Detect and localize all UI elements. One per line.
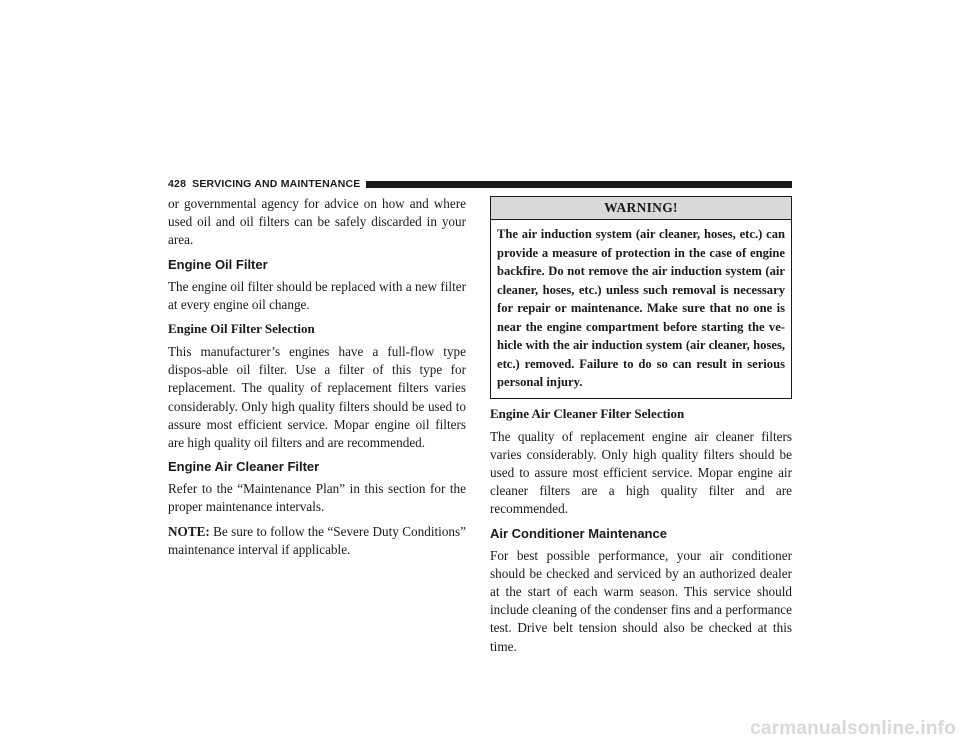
warning-text: The air induction system (air cleaner, hoses, etc.) can provide a measure of protection in the case of engine backfire. Do not remove the air induction system (air cleaner, hoses, etc.) unless such removal is necessary for repair or maintenance. Make sure that no one is near the engine compartment before starting the ve-hicle with the air induction system (air cleaner, hoses, etc.) removed. Failure to do so can result in serious personal injury. bbox=[497, 227, 785, 389]
intro-paragraph: or governmental agency for advice on how and where used oil and oil filters can be safely discarded in your area. bbox=[168, 196, 466, 248]
header-rule bbox=[366, 181, 792, 188]
note-text: Be sure to follow the “Severe Duty Conditions” maintenance interval if applicable. bbox=[168, 523, 466, 557]
warning-title: WARNING! bbox=[491, 197, 791, 220]
oil-filter-paragraph: The engine oil filter should be replaced with a new filter at every engine oil change. bbox=[168, 278, 466, 312]
ac-maintenance-heading: Air Conditioner Maintenance bbox=[490, 525, 667, 541]
warning-box bbox=[490, 196, 792, 399]
section-title: SERVICING AND MAINTENANCE bbox=[192, 178, 361, 190]
oil-filter-selection-paragraph: This manufacturer’s engines have a full-flow type dispos-able oil filter. Use a filter of this type for replacement. The quality of replacement filters varies considerably. Only high quality filters should be used to assure most efficient service. Mopar engine oil filters are high quality oil filters and are recommended. bbox=[168, 344, 466, 451]
ac-maintenance-paragraph: For best possible performance, your air conditioner should be checked and serviced by an authorized dealer at the start of each warm season. This service should include cleaning of the condenser fins and a performance test. Drive belt tension should also be checked at this time. bbox=[490, 547, 792, 654]
air-cleaner-paragraph: Refer to the “Maintenance Plan” in this section for the proper maintenance intervals. bbox=[168, 481, 466, 515]
oil-filter-heading: Engine Oil Filter bbox=[168, 256, 268, 272]
right-column bbox=[490, 196, 792, 662]
page-number: 428 bbox=[168, 178, 187, 190]
note-label: NOTE: bbox=[168, 523, 210, 539]
air-cleaner-selection-paragraph: The quality of replacement engine air cleaner filters varies considerably. Only high quality filters should be used to assure most efficient service. Mopar engine air cleaner filters are a high quality filter and are recommended. bbox=[490, 428, 792, 517]
watermark: carmanualsonline.info bbox=[750, 718, 956, 739]
air-cleaner-selection-heading: Engine Air Cleaner Filter Selection bbox=[490, 405, 685, 421]
air-cleaner-heading: Engine Air Cleaner Filter bbox=[168, 459, 320, 475]
left-column bbox=[168, 195, 466, 565]
oil-filter-selection-heading: Engine Oil Filter Selection bbox=[168, 321, 315, 337]
note-paragraph bbox=[168, 523, 466, 559]
page-header bbox=[168, 177, 792, 191]
